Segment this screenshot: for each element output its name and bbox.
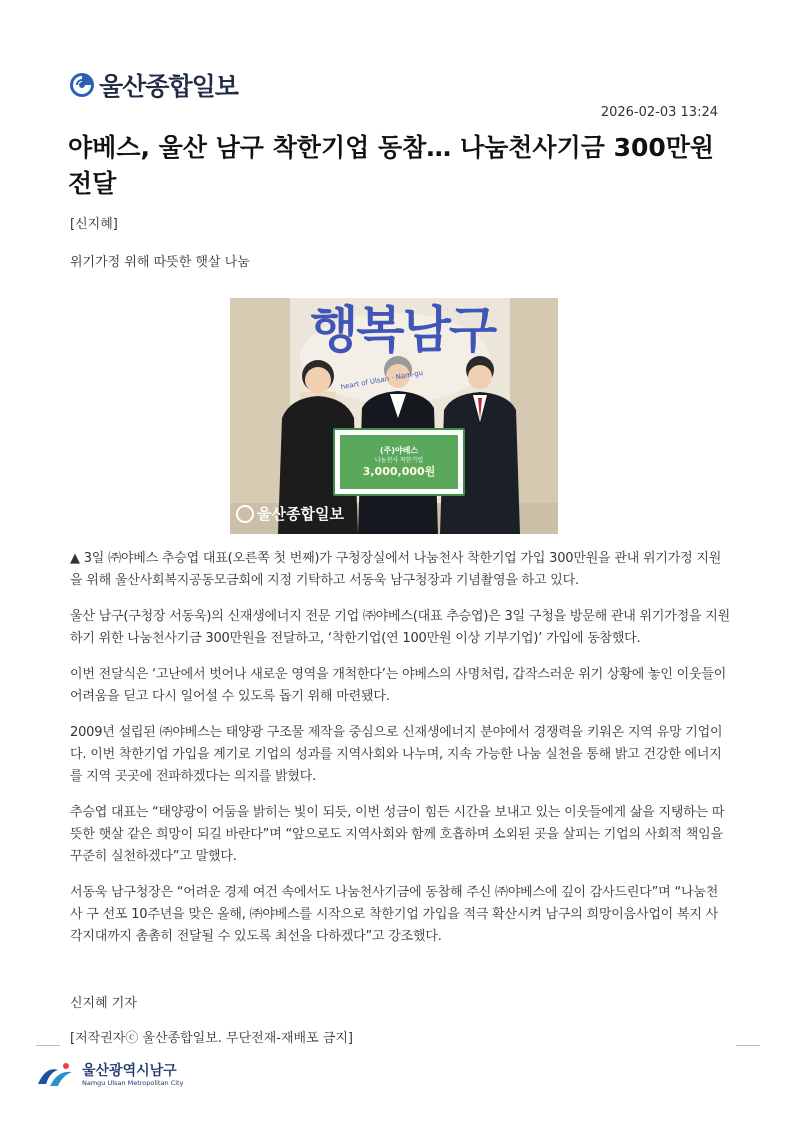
article-paragraph: 2009년 설립된 ㈜야베스는 태양광 구조물 제작을 중심으로 신재생에너지 분야에서 경쟁력을 키워온 지역 유망 기업이다. 이번 착한기업 가입을 계기로 기업의 성과를 지역사회와 나누며, 지속 가능한 나눔 실천을 통해 밝고 건강한 에너지를 지역 곳곳에 전파하겠다는 의지를 밝혔다. — [70, 725, 723, 784]
donation-board-title: 나눔천사 착한기업 — [374, 456, 424, 464]
article-subtitle: 위기가정 위해 따뜻한 햇살 나눔 — [70, 255, 250, 270]
photo-wall-sign: 행복남구 — [310, 301, 496, 359]
article-datetime: 2026-02-03 13:24 — [600, 105, 718, 120]
donation-board-amount: 3,000,000원 — [362, 464, 436, 478]
masthead-name: 울산종합일보 — [99, 72, 238, 101]
masthead-logo-icon — [68, 71, 96, 99]
article-copyright: [저작권자ⓒ 울산종합일보. 무단전재-재배포 금지] — [70, 1031, 353, 1046]
article-paragraph: 이번 전달식은 ‘고난에서 벗어나 새로운 영역을 개척한다’는 야베스의 사명처럼, 갑작스러운 위기 상황에 놓인 이웃들이 어려움을 딛고 다시 일어설 수 있도록 돕기 위해 마련됐다. — [70, 667, 727, 704]
footer-org-name: 울산광역시남구 — [82, 1062, 177, 1079]
article-reporter: 신지혜 기자 — [70, 996, 137, 1011]
footer-org-logo[interactable] — [36, 1060, 183, 1090]
footer-divider-right — [736, 1045, 760, 1046]
donation-board — [333, 428, 465, 496]
footer-org-name-en: Namgu Ulsan Metropolitan City — [82, 1078, 184, 1087]
article-paragraph: 울산 남구(구청장 서동욱)의 신재생에너지 전문 기업 ㈜야베스(대표 추승엽)은 3일 구청을 방문해 관내 위기가정을 지원하기 위한 나눔천사기금 300만원을 전달하고, ‘착한기업(연 100만원 이상 기부기업)’ 가입에 동참했다. — [70, 609, 730, 646]
article-byline: [신지혜] — [70, 217, 118, 232]
donation-board-company: (주)야베스 — [379, 445, 419, 455]
namgu-emblem-icon — [36, 1060, 76, 1090]
footer-divider-left — [36, 1045, 60, 1046]
watermark-logo-icon — [236, 505, 254, 523]
article-body — [70, 548, 730, 962]
article-photo — [230, 298, 558, 534]
photo-caption: ▲ 3일 ㈜야베스 추승엽 대표(오른쪽 첫 번째)가 구청장실에서 나눔천사 착한기업 가입 300만원을 관내 위기가정 지원을 위해 울산사회복지공동모금회에 지정 기탁하고 서동욱 남구청장과 기념촬영을 하고 있다. — [70, 551, 722, 588]
article-title: 야베스, 울산 남구 착한기업 동참… 나눔천사기금 300만원 전달 — [68, 133, 715, 198]
masthead-logo[interactable] — [68, 68, 238, 102]
photo-watermark — [236, 503, 344, 524]
article-paragraph: 서동욱 남구청장은 “어려운 경제 여건 속에서도 나눔천사기금에 동참해 주신 ㈜야베스에 깊이 감사드린다”며 “나눔천사 구 선포 10주년을 맞은 올해, ㈜야베스를 시작으로 착한기업 가입을 적극 확산시켜 남구의 희망이음사업이 복지 사각지대까지 촘촘히 전달될 수 있도록 최선을 다하겠다”고 강조했다. — [70, 885, 719, 944]
watermark-text: 울산종합일보 — [257, 505, 344, 523]
article-paragraph: 추승엽 대표는 “태양광이 어둠을 밝히는 빛이 되듯, 이번 성금이 힘든 시간을 보내고 있는 이웃들에게 삶을 지탱하는 따뜻한 햇살 같은 희망이 되길 바란다”며 “앞으로도 지역사회와 함께 호흡하며 소외된 곳을 살피는 기업의 사회적 책임을 꾸준히 실천하겠다”고 말했다. — [70, 805, 725, 864]
photo-wall-subtext: heart of Ulsan · Nam-gu — [339, 368, 424, 392]
